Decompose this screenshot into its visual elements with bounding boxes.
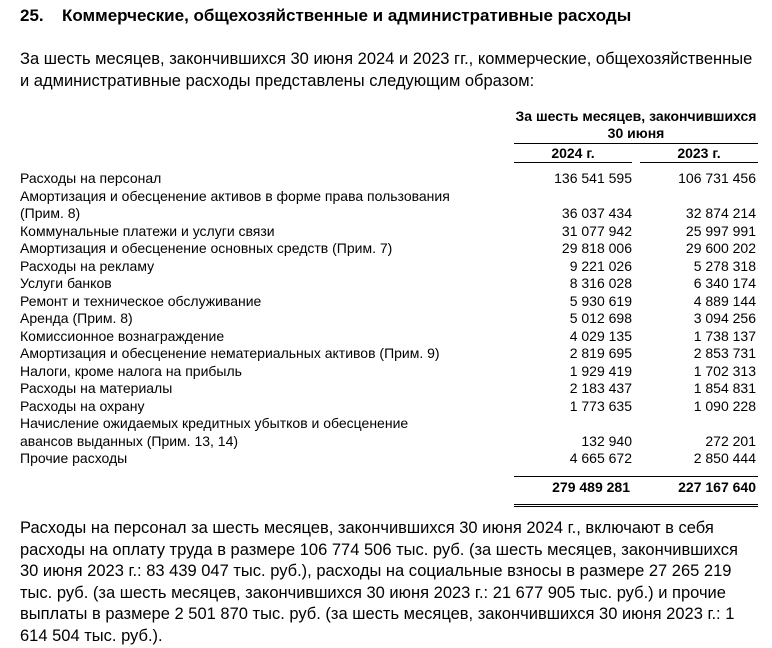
row-label: Аренда (Прим. 8) [20,310,133,326]
section-heading [20,6,631,26]
value-2023: 1 738 137 [693,327,756,344]
section-number: 25. [20,6,44,25]
value-2023: 32 874 214 [685,205,756,221]
row-label: Расходы на охрану [20,397,145,414]
value-2024: 1 929 419 [569,362,632,379]
year-2024-rule [514,162,632,163]
table-row [20,258,760,276]
value-2023: 2 850 444 [693,450,756,466]
table-row [20,293,760,311]
value-2024: 4 665 672 [569,450,632,466]
table-row [20,328,760,346]
row-label: Комиссионное вознаграждение [20,327,225,344]
period-header: За шесть месяцев, закончившихся 30 июня [515,108,757,141]
value-2023: 1 854 831 [693,380,756,396]
table-row [20,275,760,293]
value-2024: 136 541 595 [554,170,632,186]
row-label: Налоги, кроме налога на прибыль [20,362,242,379]
value-2023: 6 340 174 [693,275,756,291]
table-row [20,398,760,416]
table-row [20,345,760,363]
row-label: Ремонт и техническое обслуживание [20,292,262,309]
value-2024: 29 818 006 [561,240,632,256]
value-2023: 25 997 991 [685,222,756,239]
value-2023: 1 090 228 [693,397,756,414]
value-2024: 9 221 026 [569,257,632,274]
value-2024: 4 029 135 [569,327,632,344]
section-title: Коммерческие, общехозяйственные и административные расходы [62,6,632,25]
value-2024: 2 183 437 [569,380,632,396]
value-2024: 5 012 698 [569,310,632,326]
table-row [20,363,760,381]
value-2023: 4 889 144 [693,292,756,309]
total-2023: 227 167 640 [678,479,756,495]
year-2023-header: 2023 г. [677,145,721,161]
total-double-rule-lower [514,506,758,507]
table-row [20,223,760,241]
table-row [20,450,760,468]
value-2024: 2 819 695 [569,345,632,361]
intro-paragraph: За шесть месяцев, закончившихся 30 июня 2024 и 2023 гг., коммерческие, общехозяйственные и административные расходы представлены следующим образом: [20,50,753,90]
row-label: Амортизация и обесценение нематериальных активов (Прим. 9) [20,345,440,361]
value-2024: 1 773 635 [569,397,632,414]
table-row [20,415,760,450]
total-double-rule-upper [514,504,758,505]
row-label: Расходы на рекламу [20,257,155,274]
value-2024: 31 077 942 [561,222,632,239]
row-label: Расходы на персонал [20,170,162,186]
row-label: Начисление ожидаемых кредитных убытков и обесценение авансов выданных (Прим. 13, 14) [20,415,409,449]
total-top-rule [514,476,758,477]
value-2023: 3 094 256 [693,310,756,326]
period-header-rule [514,143,758,144]
total-2024: 279 489 281 [552,479,630,495]
value-2024: 132 940 [581,432,632,449]
table-body [20,170,760,468]
table-row [20,170,760,188]
value-2023: 1 702 313 [693,362,756,379]
row-label: Коммунальные платежи и услуги связи [20,222,275,239]
table-row [20,380,760,398]
value-2024: 5 930 619 [569,292,632,309]
value-2024: 8 316 028 [569,275,632,291]
row-label: Амортизация и обесценение активов в форме права пользования (Прим. 8) [20,187,450,221]
table-row [20,310,760,328]
row-label: Расходы на материалы [20,380,173,396]
value-2023: 2 853 731 [693,345,756,361]
value-2023: 272 201 [705,432,756,449]
footer-paragraph: Расходы на персонал за шесть месяцев, закончившихся 30 июня 2024 г., включают в себя расходы на оплату труда в размере 106 774 506 тыс. руб. (за шесть месяцев, закончившихся 30 июня 2023 г.: 83 439 047 тыс. руб.), расходы на социальные взносы в размере 27 265 219 тыс. руб. (за шесть месяцев, закончившихся 30 июня 2023 г.: 21 677 905 тыс. руб.) и прочие выплаты в размере 2 501 870 тыс. руб. (за шесть месяцев, закончившихся 30 июня 2023 г.: 1 614 504 тыс. руб.). [20,519,738,645]
table-row [20,240,760,258]
row-label: Услуги банков [20,275,112,291]
row-label: Прочие расходы [20,450,128,466]
row-label: Амортизация и обесценение основных средств (Прим. 7) [20,240,393,256]
value-2024: 36 037 434 [561,205,632,221]
value-2023: 106 731 456 [678,170,756,186]
value-2023: 5 278 318 [693,257,756,274]
table-row [20,188,760,223]
value-2023: 29 600 202 [685,240,756,256]
year-2024-header: 2024 г. [551,145,595,161]
year-2023-rule [640,162,758,163]
